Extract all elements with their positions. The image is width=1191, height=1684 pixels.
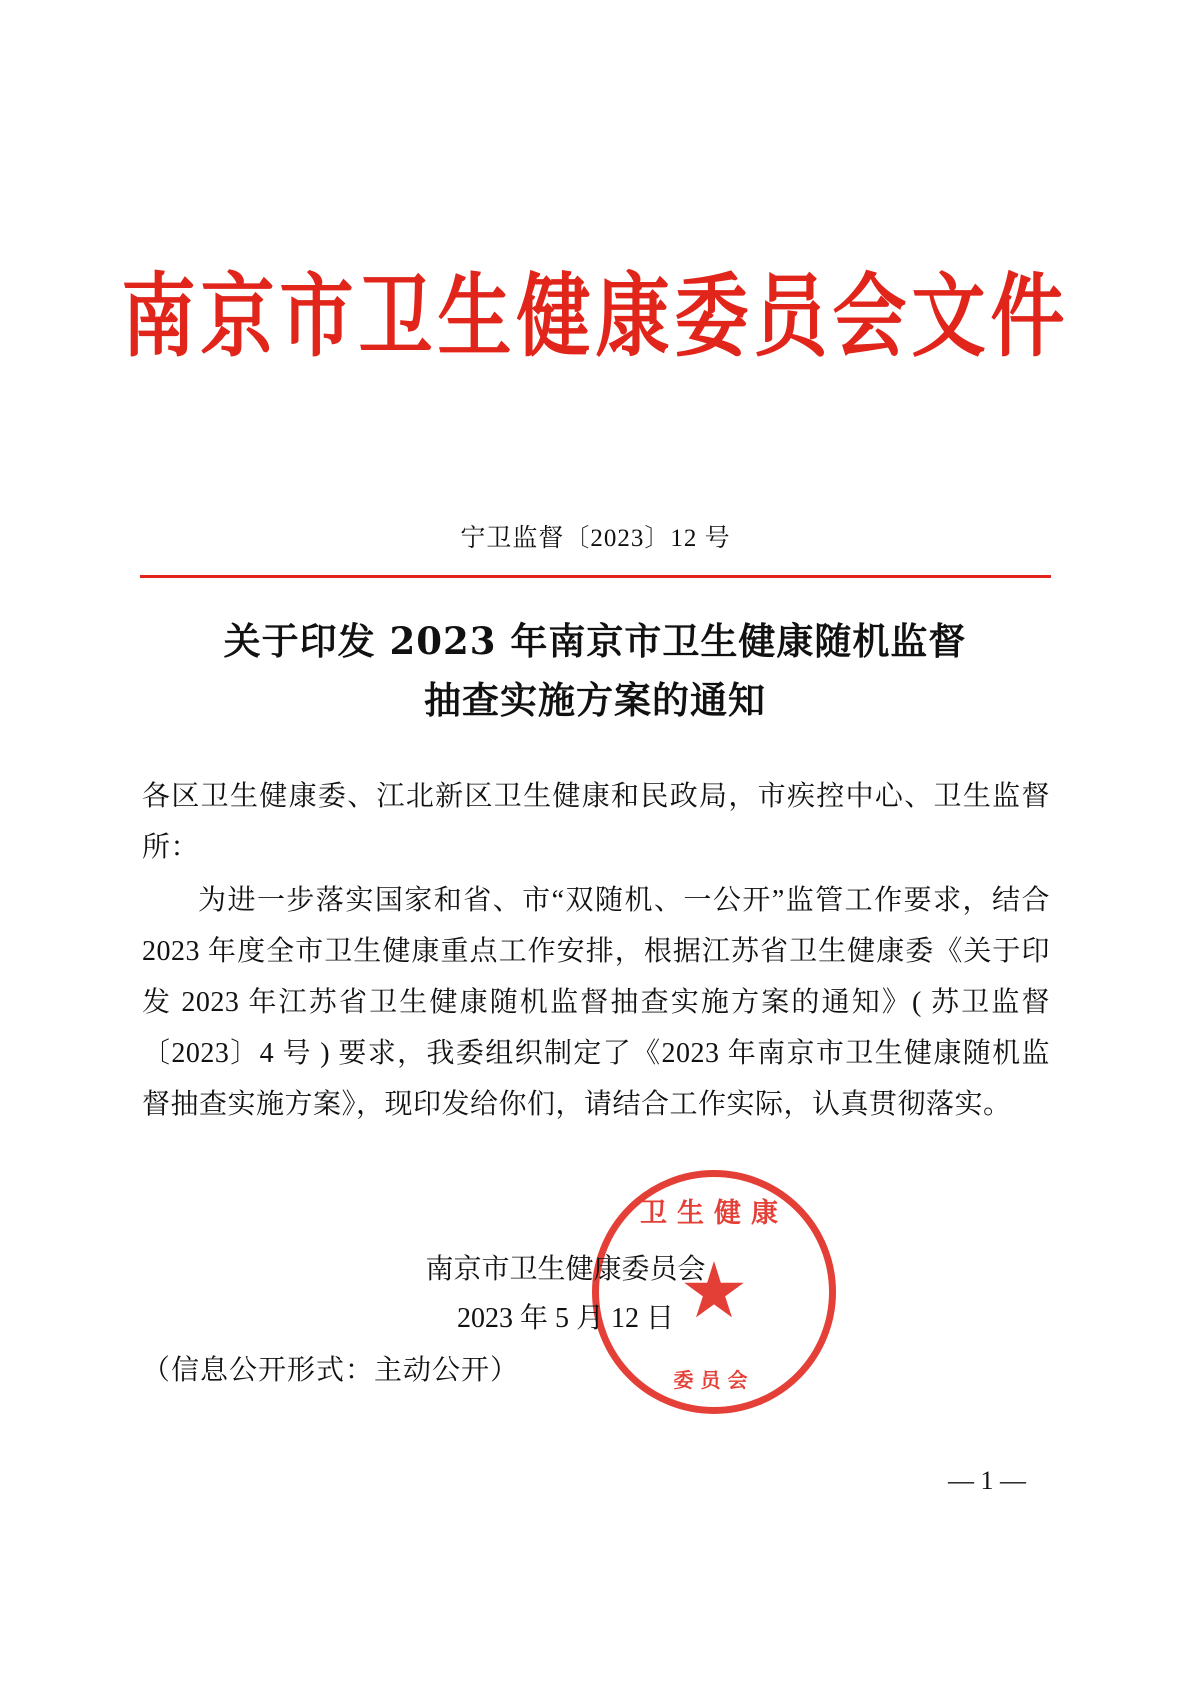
page-number: — 1 — (948, 1466, 1026, 1495)
red-divider-rule (140, 575, 1051, 578)
body-recipients: 各区卫生健康委、江北新区卫生健康和民政局，市疾控中心、卫生监督所： (142, 781, 1050, 863)
seal-top-text: 卫生健康 (640, 1198, 788, 1229)
signature-organization: 南京市卫生健康委员会 (425, 1254, 706, 1285)
body-paragraph-1: 为进一步落实国家和省、市“双随机、一公开”监管工作要求，结合 2023 年度全市卫生健康重点工作安排，根据江苏省卫生健康委《关于印发 2023 年江苏省卫生健康随机监督抽查实施方案的通知》( 苏卫监督〔2023〕4 号 ) 要求，我委组织制定了《2023 年南京市卫生健康随机监督抽查实施方案》，现印发给你们，请结合工作实际，认真贯彻落实。 (142, 884, 1050, 1120)
signature-block (0, 1245, 1191, 1343)
seal-bottom-text: 委员会 (673, 1368, 755, 1392)
document-title-line-2: 抽查实施方案的通知 (424, 678, 766, 723)
document-number: 宁卫监督〔2023〕12 号 (460, 525, 731, 552)
document-title-line-1: 关于印发 2023 年南京市卫生健康随机监督 (223, 619, 967, 663)
masthead-title: 南京市卫生健康委员会文件 (121, 264, 1070, 370)
document-title (145, 612, 1045, 730)
document-body (142, 772, 1050, 1133)
signature-date: 2023 年 5 月 12 日 (456, 1303, 674, 1334)
masthead (0, 264, 1191, 370)
disclosure-note: （信息公开形式：主动公开） (142, 1355, 520, 1386)
